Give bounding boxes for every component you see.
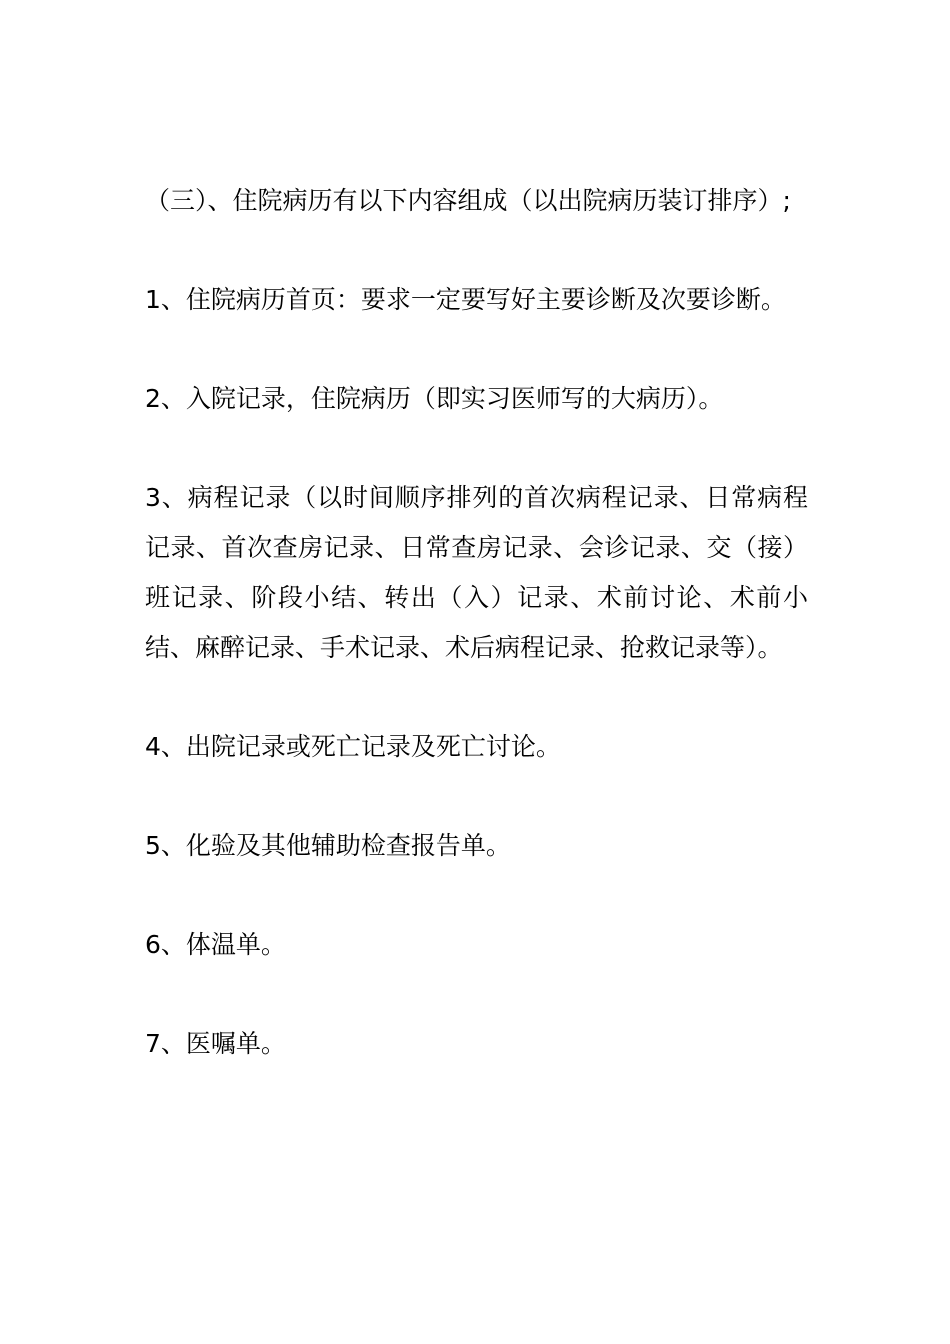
paragraph-spacer [145,226,808,275]
document-body [145,176,808,1069]
list-item-2: 2、入院记录，住院病历（即实习医师写的大病历）。 [145,384,724,413]
paragraph-spacer [145,871,808,920]
list-item-6: 6、体温单。 [145,930,286,959]
list-item-7: 7、医嘱单。 [145,1029,286,1058]
list-item-4: 4、出院记录或死亡记录及死亡讨论。 [145,732,561,761]
paragraph-spacer [145,970,808,1019]
paragraph-spacer [145,325,808,374]
list-item-3: 3、病程记录（以时间顺序排列的首次病程记录、日常病程记录、首次查房记录、日常查房记录、会诊记录、交（接）班记录、阶段小结、转出（入）记录、术前讨论、术前小结、麻醉记录、手术记录、术后病程记录、抢救记录等）。 [145,483,808,662]
paragraph-spacer [145,673,808,722]
list-item-1: 1、住院病历首页：要求一定要写好主要诊断及次要诊断。 [145,285,786,314]
section-heading: （三）、住院病历有以下内容组成（以出院病历装订排序）; [145,186,791,215]
list-item-5: 5、化验及其他辅助检查报告单。 [145,831,511,860]
paragraph-spacer [145,424,808,473]
paragraph-spacer [145,772,808,821]
